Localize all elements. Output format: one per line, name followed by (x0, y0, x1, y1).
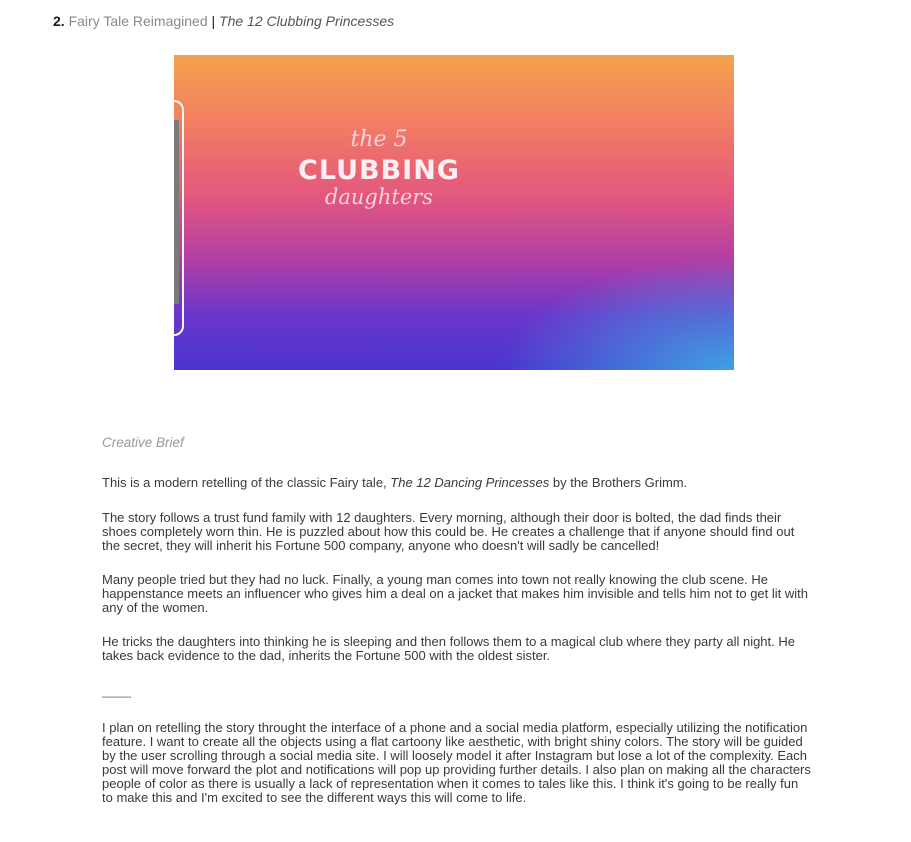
brief-title: Creative Brief (102, 435, 184, 450)
post-subtitle: The 12 Clubbing Princesses (219, 13, 395, 29)
heading-separator: | (211, 13, 216, 29)
hero-image (174, 55, 734, 370)
brief-divider: ____ (102, 683, 131, 698)
brief-plan: I plan on retelling the story throught the interface of a phone and a social media platform, especially utilizing the notification feature. I want to create all the objects using a flat cartoony like aesthetic, with bright shiny colors. The story will be guided by the user scrolling through a social media site. I will loosely model it after Instagram but lose a lot of the complexity. Each post will move forward the plot and notifications will pop up providing further details. I also plan on making all the characters people of color as there is usually a lack of representation when it comes to tales like this. I think it's going to be really fun to make this and I'm excited to see the different ways this will come to life. (102, 720, 811, 805)
intro-text-before: This is a modern retelling of the classic Fairy tale, (102, 475, 391, 490)
brief-paragraph-1: The story follows a trust fund family with 12 daughters. Every morning, although their door is bolted, the dad finds their shoes completely worn thin. He is puzzled about how this could be. He creates a challenge that if anyone should find out the secret, they will inherit his Fortune 500 company, anyone who doesn't will sadly be cancelled! (102, 510, 795, 553)
brief-intro (102, 476, 812, 490)
post-heading (53, 12, 394, 30)
intro-tale-title: The 12 Dancing Princesses (390, 475, 550, 490)
post-category: Fairy Tale Reimagined (68, 13, 208, 29)
brief-paragraph-2: Many people tried but they had no luck. Finally, a young man comes into town not really knowing the club scene. He happenstance meets an influencer who gives him a deal on a jacket that makes him invisible and tells him not to get lit with any of the women. (102, 572, 808, 615)
post-number: 2. (53, 13, 65, 29)
brief-paragraph-3: He tricks the daughters into thinking he is sleeping and then follows them to a magical club where they party all night. He takes back evidence to the dad, inherits the Fortune 500 with the oldest sister. (102, 634, 795, 663)
creative-brief (102, 434, 812, 825)
hero-line-1: the 5 (350, 127, 408, 152)
hero-line-3: daughters (324, 185, 434, 209)
intro-text-after: by the Brothers Grimm. (549, 475, 688, 490)
hero-line-2: CLUBBING (298, 155, 460, 186)
